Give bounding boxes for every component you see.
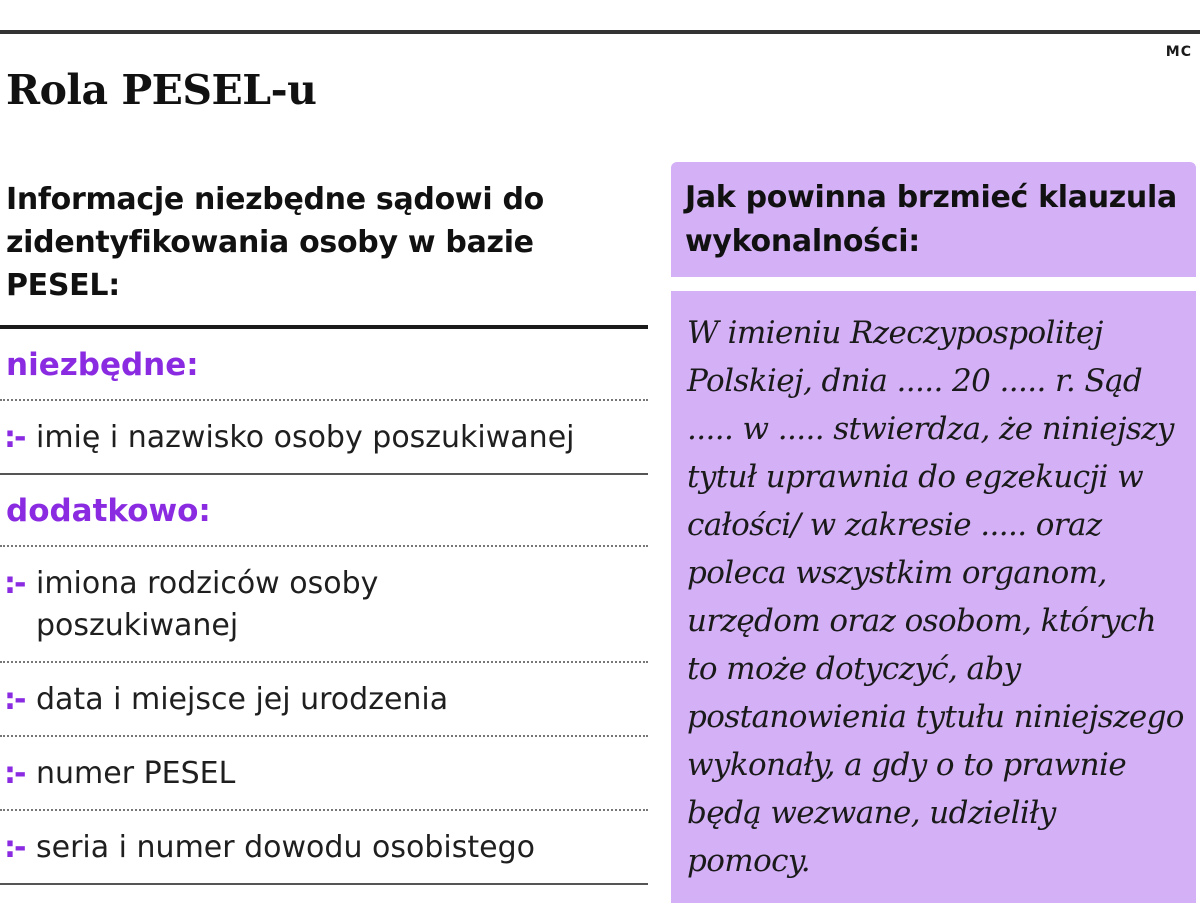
bullet-icon: :- xyxy=(4,756,25,791)
list-item xyxy=(0,663,648,735)
list-item xyxy=(0,401,648,473)
list-item-text: numer PESEL xyxy=(36,756,236,791)
clause-text: W imieniu Rzeczypospolitej Polskiej, dnia ..... 20 ..... r. Sąd ..... w ..... stwierdza, że niniejszy tytuł uprawnia do egzekucji w całości/ w zakresie ..... oraz poleca wszystkim organom, urzędom oraz osobom, których to może dotyczyć, aby postanowienia tytułu niniejszego wykonały, a gdy o to prawnie będą wezwane, udzieliły pomocy. xyxy=(687,315,1184,879)
bullet-icon: :- xyxy=(4,830,25,865)
required-label: niezbędne: xyxy=(6,347,199,383)
clause-heading-panel xyxy=(671,162,1196,277)
list-item-text: imiona rodziców osoby poszukiwanej xyxy=(36,566,379,643)
list-item xyxy=(0,547,648,661)
top-rule xyxy=(0,30,1200,34)
list-item-text: seria i numer dowodu osobistego xyxy=(36,830,535,865)
list-item-text: imię i nazwisko osoby poszukiwanej xyxy=(36,420,575,455)
left-heading: Informacje niezbędne sądowi do zidentyfikowania osoby w bazie PESEL: xyxy=(6,182,544,303)
author-credit: MC xyxy=(1165,44,1192,60)
clause-panel xyxy=(671,291,1196,903)
list-item-text: data i miejsce jej urodzenia xyxy=(36,682,449,717)
left-column xyxy=(6,178,648,885)
page-title: Rola PESEL-u xyxy=(6,66,317,114)
bullet-icon: :- xyxy=(4,420,25,455)
list-item xyxy=(0,737,648,809)
divider xyxy=(0,883,648,885)
optional-label: dodatkowo: xyxy=(6,493,211,529)
list-item xyxy=(0,811,648,883)
clause-heading: Jak powinna brzmieć klauzula wykonalności: xyxy=(685,180,1177,259)
bullet-icon: :- xyxy=(4,566,25,601)
bullet-icon: :- xyxy=(4,682,25,717)
